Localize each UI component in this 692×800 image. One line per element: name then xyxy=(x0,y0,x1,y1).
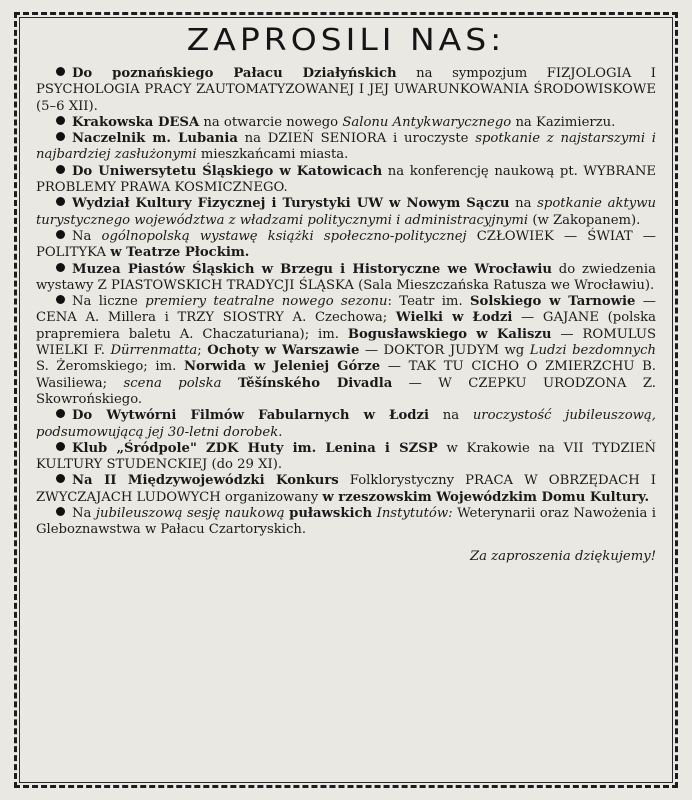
list-item xyxy=(36,131,656,164)
entry-text-run: spotkanie z najstarszymi i najbardziej zasłużonymi xyxy=(36,131,657,163)
entry-text-run: Salonu Antykwarycznego xyxy=(342,114,512,130)
entry-text-run: mieszkańcami miasta. xyxy=(196,147,349,163)
entry-text-run: Solskiego w Tarnowie xyxy=(470,294,636,310)
page-title: ZAPROSILI NAS: xyxy=(186,21,506,58)
entry-text-run: ogólnopolską wystawę książki społeczno-politycznej xyxy=(101,228,467,244)
entry-text-run: na otwarcie nowego xyxy=(199,114,343,130)
entry-text-run: spotkanie aktywu turystycznego województwa z władzami politycznymi i administracyjnymi xyxy=(36,196,656,228)
entry-text-run: Instytutów: xyxy=(376,506,453,522)
list-item xyxy=(36,441,656,474)
entry-text-run: S. Żeromskiego; im. xyxy=(36,359,184,375)
entry-text-run: Na xyxy=(72,228,102,244)
entry-text-run: CZŁOWIEK — ŚWIAT — POLITYKA xyxy=(36,228,656,261)
entry-text-run: ; xyxy=(197,343,208,359)
bullet-icon xyxy=(56,507,65,516)
entry-text-run: Muzea Piastów Śląskich w Brzegu i Historyczne we Wrocławiu xyxy=(72,261,552,277)
entry-text-run: Bogusławskiego w Kaliszu xyxy=(347,326,552,342)
list-item xyxy=(36,262,656,295)
entry-text-run: Norwida w Jeleniej Górze xyxy=(183,359,381,375)
list-item xyxy=(36,164,656,197)
bullet-icon xyxy=(56,67,65,76)
entry-text-run: w Krakowie na VII TYDZIEŃ KULTURY STUDENCKIEJ (do 29 XI). xyxy=(36,440,657,473)
entry-text-run: uroczystość jubileuszową, podsumowującą jej 30-letni dorobek. xyxy=(36,408,656,440)
entry-text-run: na xyxy=(509,196,538,212)
bullet-icon xyxy=(56,442,65,451)
entry-text-run: Těšínského Divadla xyxy=(237,375,393,391)
entry-text-run: Krakowska DESA xyxy=(72,114,200,130)
entry-text-run: — CENA A. Millera i TRZY SIOSTRY A. Czechowa; xyxy=(36,294,656,326)
entry-text-run: Ludzi bezdomnych xyxy=(529,343,656,359)
entry-text-run: Na xyxy=(72,506,96,522)
entry-text-run: na DZIEŃ SENIORA i uroczyste xyxy=(237,131,476,147)
list-item xyxy=(36,408,656,441)
entry-text-run: : Teatr im. xyxy=(387,294,471,310)
bullet-icon xyxy=(56,409,65,418)
list-item xyxy=(36,473,656,506)
entry-text-run: na Kazimierzu. xyxy=(511,114,616,130)
list-item xyxy=(36,196,656,229)
list-item xyxy=(36,66,656,115)
entry-text-run: Dürrenmatta xyxy=(110,343,198,359)
article-body xyxy=(36,20,656,565)
entry-text-run: do zwiedzenia wystawy Z PIASTOWSKICH TRADYCJI ŚLĄSKA (Sala Mieszczańska Ratusza we Wrocławiu). xyxy=(36,261,656,293)
entry-text-run: scena polska xyxy=(123,375,222,391)
list-item xyxy=(36,294,656,408)
entry-text-run: Klub „Śródpole" ZDK Huty im. Lenina i SZSP xyxy=(72,440,438,456)
entry-text-run: Ochoty w Warszawie xyxy=(207,343,360,359)
entry-text-run: na sympozjum FIZJOLOGIA I PSYCHOLOGIA PRACY ZAUTOMATYZOWANEJ I JEJ UWARUNKOWANIA ŚRODOWISKOWE (5–6 XII). xyxy=(36,66,656,114)
entry-text-run: — TAK TU CICHO O ZMIERZCHU B. Wasiliewa; xyxy=(36,359,656,391)
entry-text-run: jubileuszową sesję naukową xyxy=(95,506,285,522)
entry-text-run: Wielki w Łodzi xyxy=(395,310,513,326)
bullet-icon xyxy=(56,197,65,206)
entry-text-run: na konferencję naukową pt. WYBRANE PROBLEMY PRAWA KOSMICZNEGO. xyxy=(36,163,656,196)
entry-text-run: — ROMULUS WIELKI F. xyxy=(36,326,656,359)
bullet-icon xyxy=(56,132,65,141)
entry-text-run: Na II Międzywojewódzki Konkurs xyxy=(72,473,339,489)
entry-text-run xyxy=(222,376,238,391)
bullet-icon xyxy=(56,295,65,304)
entry-text-run: — DOKTOR JUDYM wg xyxy=(359,343,530,359)
entry-text-run: Naczelnik m. Lubania xyxy=(72,131,238,147)
entry-text-run: premiery teatralne nowego sezonu xyxy=(145,294,388,310)
entry-text-run: w Teatrze Płockim. xyxy=(110,245,250,261)
list-item xyxy=(36,229,656,262)
entry-text-run: Na liczne xyxy=(72,294,146,310)
entry-text-run: — W CZEPKU URODZONA Z. Skowrońskiego. xyxy=(36,375,656,407)
bullet-icon xyxy=(56,230,65,239)
entry-text-run: Wydział Kultury Fizycznej i Turystyki UW w Nowym Sączu xyxy=(72,196,510,212)
entry-text-run: (w Zakopanem). xyxy=(528,212,641,228)
entry-text-run: — GAJANE (polska prapremiera baletu A. Chaczaturiana); im. xyxy=(36,310,656,342)
bullet-icon xyxy=(56,165,65,174)
bullet-icon xyxy=(56,263,65,272)
entry-list xyxy=(36,66,656,539)
list-item xyxy=(36,115,656,131)
bullet-icon xyxy=(56,116,65,125)
entry-text-run: Weterynarii oraz Nawożenia i Gleboznawstwa w Pałacu Czartoryskich. xyxy=(36,506,657,538)
entry-text-run: na xyxy=(428,408,473,424)
entry-text-run: w rzeszowskim Wojewódzkim Domu Kultury. xyxy=(322,489,650,505)
entry-text-run: Folklorystyczny PRACA W OBRZĘDACH I ZWYCZAJACH LUDOWYCH organizowany xyxy=(36,473,656,505)
list-item xyxy=(36,506,656,539)
entry-text-run: Do Wytwórni Filmów Fabularnych w Łodzi xyxy=(72,408,429,424)
bullet-icon xyxy=(56,474,65,483)
entry-text-run: puławskich xyxy=(289,506,373,522)
entry-text-run: Do Uniwersytetu Śląskiego w Katowicach xyxy=(72,163,383,179)
entry-text-run: Do poznańskiego Pałacu Działyńskich xyxy=(72,66,397,81)
closing-line: Za zaproszenia dziękujemy! xyxy=(469,548,656,564)
